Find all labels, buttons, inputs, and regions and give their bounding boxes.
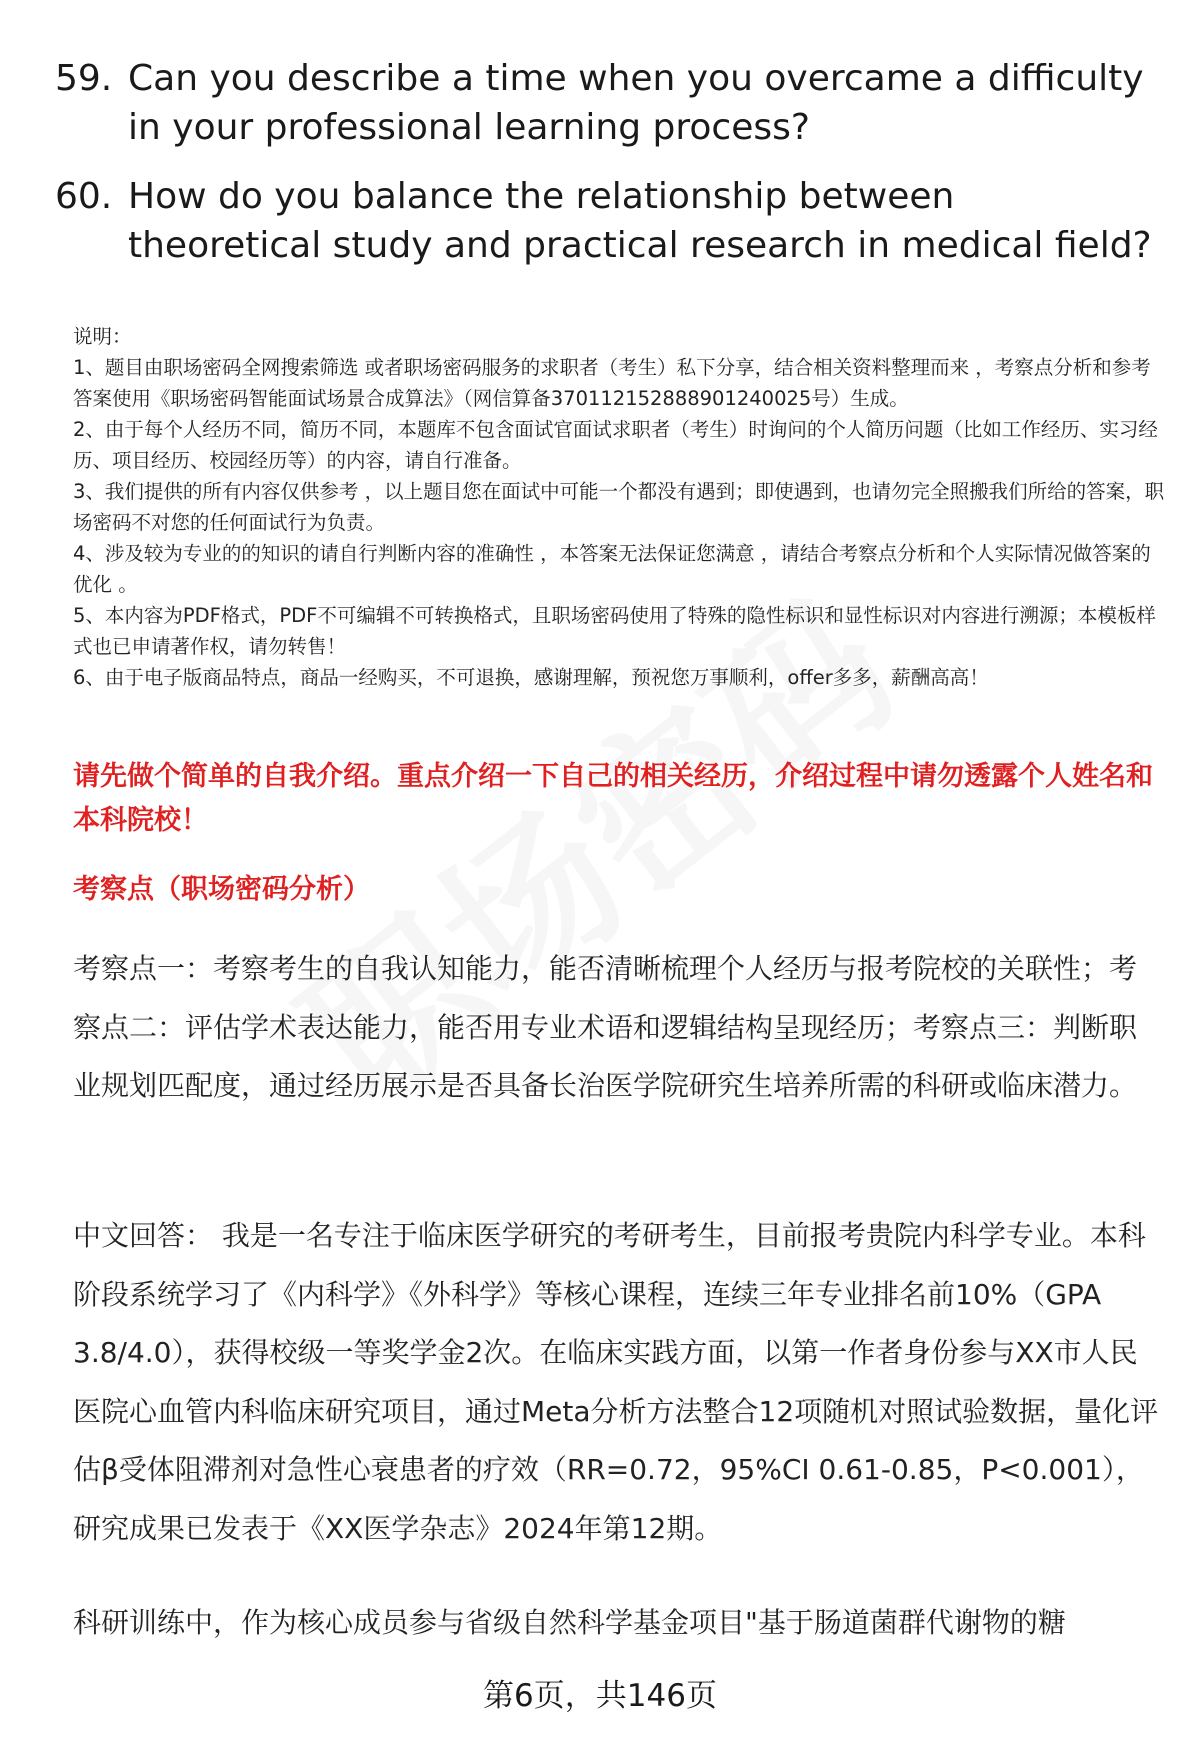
notes-title: 说明：	[73, 325, 132, 348]
note-item: 4、涉及较为专业的的知识的请自行判断内容的准确性 ，本答案无法保证您满意 ，请结合考察点分析和个人实际情况做答案的优化 。	[73, 542, 1151, 596]
question-heading: 请先做个简单的自我介绍。重点介绍一下自己的相关经历，介绍过程中请勿透露个人姓名和本科院校！	[73, 761, 1153, 836]
analysis-heading: 考察点（职场密码分析）	[73, 874, 370, 905]
question-number: 60.	[55, 176, 113, 217]
question-text: How do you balance the relationship between theoretical study and practical research in medical field?	[128, 176, 1152, 266]
question-text: Can you describe a time when you overcame a difficulty in your professional learning process?	[128, 58, 1144, 148]
research-text: 科研训练中，作为核心成员参与省级自然科学基金项目"基于肠道菌群代谢物的糖	[73, 1606, 1066, 1639]
question-60	[55, 172, 1155, 270]
note-item: 2、由于每个人经历不同，简历不同，本题库不包含面试官面试求职者（考生）时询问的个人简历问题（比如工作经历、实习经历、项目经历、校园经历等）的内容，请自行准备。	[73, 418, 1158, 472]
page-footer: 第6页，共146页	[483, 1678, 717, 1714]
note-item: 5、本内容为PDF格式，PDF不可编辑不可转换格式，且职场密码使用了特殊的隐性标识和显性标识对内容进行溯源；本模板样式也已申请著作权，请勿转售！	[73, 604, 1156, 658]
answer-text: 中文回答： 我是一名专注于临床医学研究的考研考生，目前报考贵院内科学专业。本科阶段系统学习了《内科学》《外科学》等核心课程，连续三年专业排名前10%（GPA 3.8/4.0），获得校级一等奖学金2次。在临床实践方面，以第一作者身份参与XX市人民医院心血管内科临床研究项目，通过Meta分析方法整合12项随机对照试验数据，量化评估β受体阻滞剂对急性心衰患者的疗效（RR=0.72，95%CI 0.61-0.85，P<0.001），研究成果已发表于《XX医学杂志》2024年第12期。	[73, 1219, 1159, 1545]
analysis-text: 考察点一：考察考生的自我认知能力，能否清晰梳理个人经历与报考院校的关联性；考察点二：评估学术表达能力，能否用专业术语和逻辑结构呈现经历；考察点三：判断职业规划匹配度，通过经历展示是否具备长治医学院研究生培养所需的科研或临床潜力。	[73, 952, 1138, 1102]
note-item: 6、由于电子版商品特点，商品一经购买，不可退换，感谢理解，预祝您万事顺利，offer多多，薪酬高高！	[73, 666, 989, 689]
note-item: 3、我们提供的所有内容仅供参考 ，以上题目您在面试中可能一个都没有遇到；即使遇到，也请勿完全照搬我们所给的答案，职场密码不对您的任何面试行为负责。	[73, 480, 1165, 534]
question-number: 59.	[55, 58, 113, 99]
notes-section	[73, 321, 1168, 693]
note-item: 1、题目由职场密码全网搜索筛选 或者职场密码服务的求职者（考生）私下分享，结合相关资料整理而来 ，考察点分析和参考答案使用《职场密码智能面试场景合成算法》（网信算备370112152888901240025号）生成。	[73, 356, 1151, 410]
question-59	[55, 54, 1155, 152]
